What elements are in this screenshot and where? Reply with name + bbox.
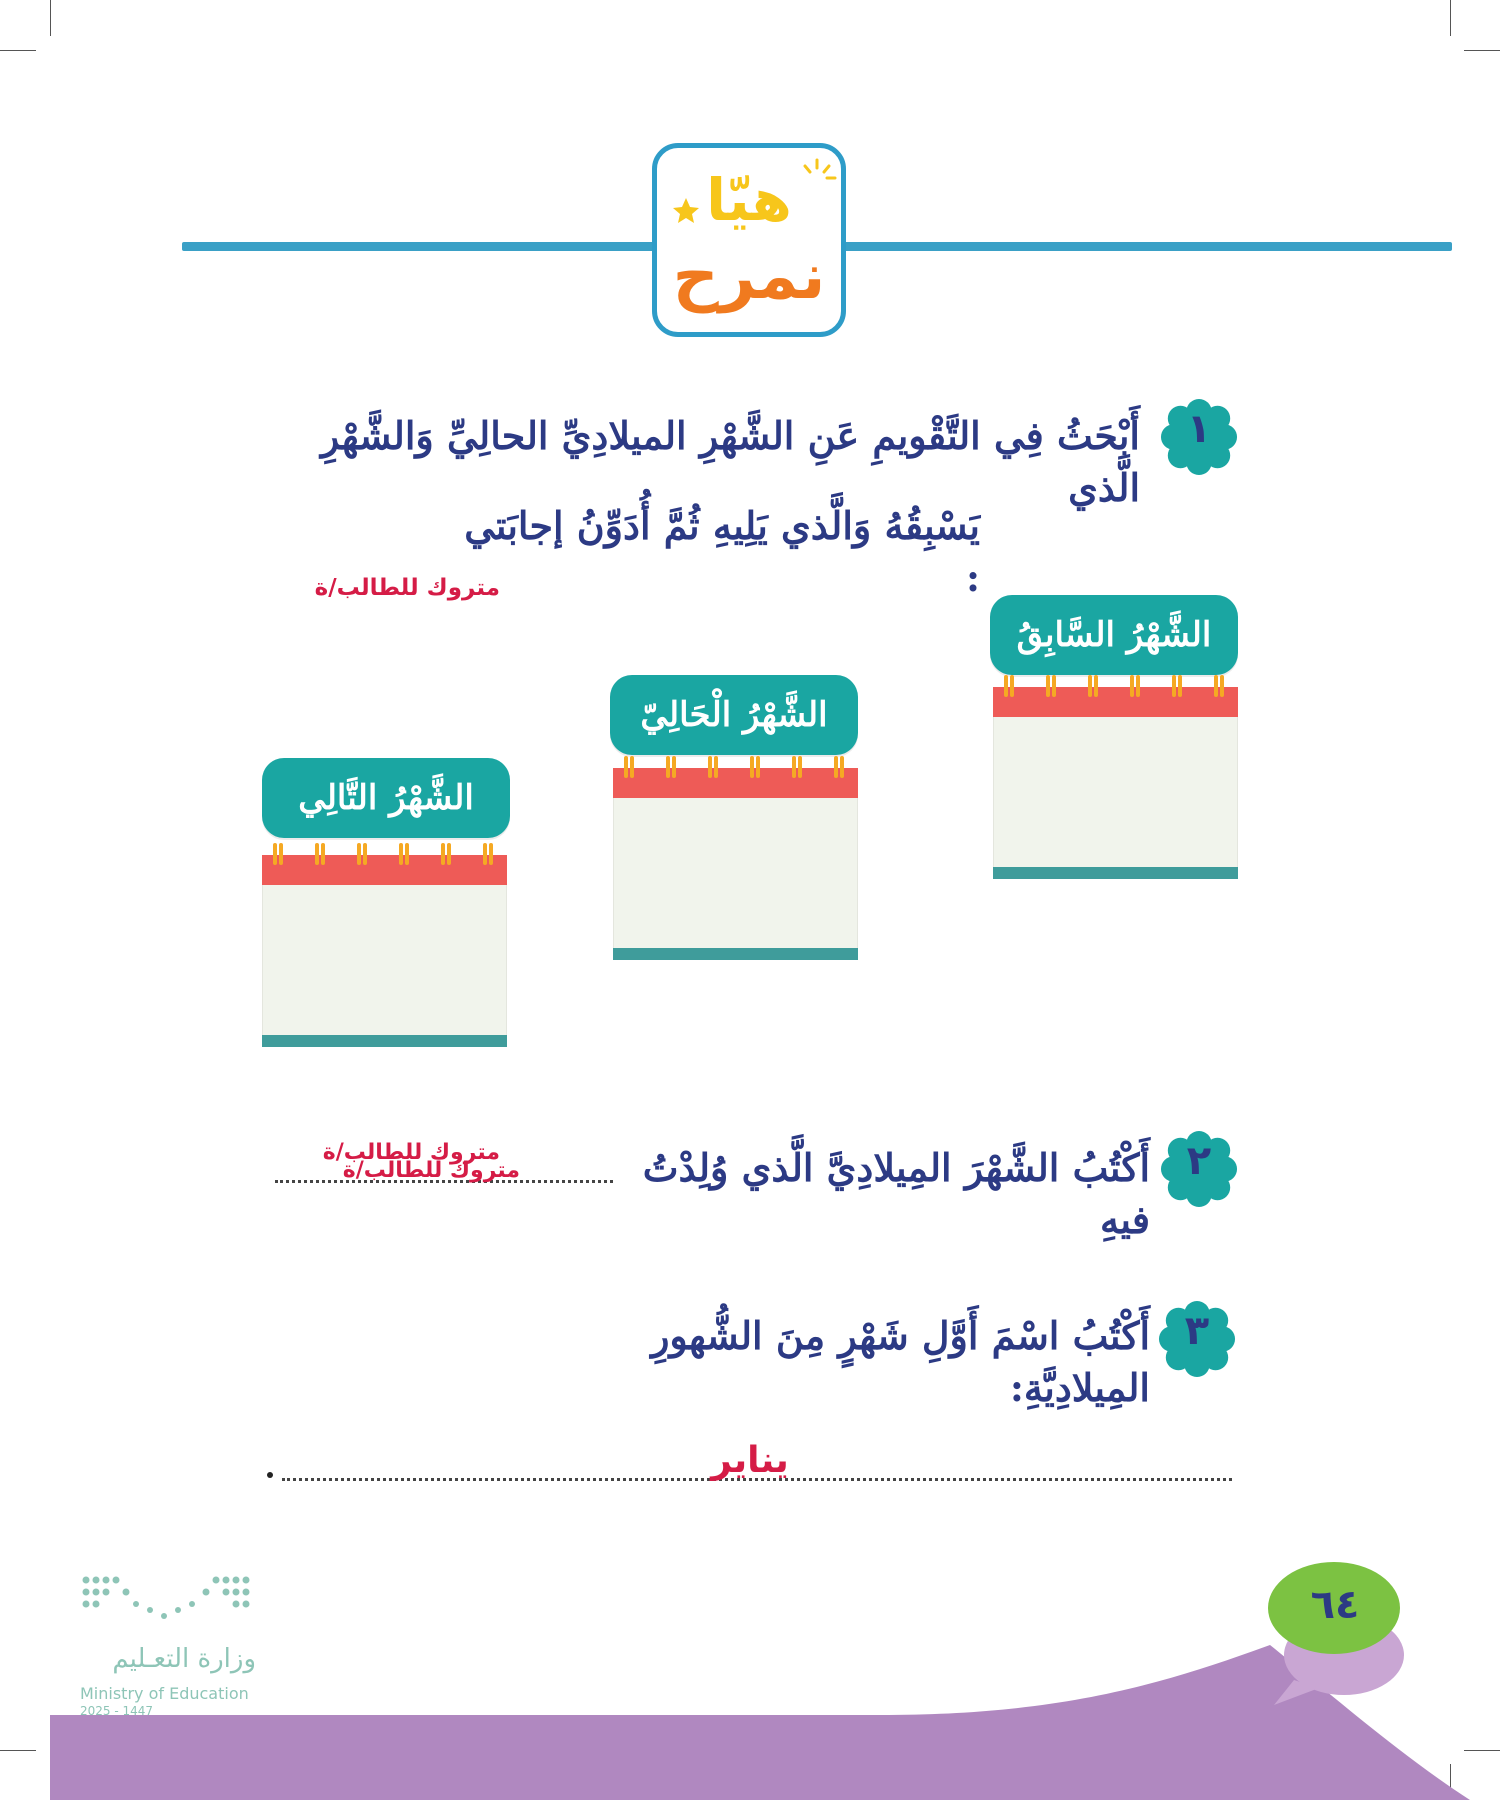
calendar-next-month — [262, 855, 507, 1047]
sun-icon — [795, 156, 839, 200]
calendar-rings — [993, 675, 1238, 701]
calendar-header-bar — [993, 687, 1238, 717]
calendar-previous-month — [993, 687, 1238, 879]
calendar-header-bar — [613, 768, 858, 798]
calendar-blank-page — [262, 885, 507, 1035]
calendar-base — [262, 1035, 507, 1047]
calendar-blank-page — [613, 798, 858, 948]
ministry-logo-icon — [80, 1572, 260, 1632]
calendar-base — [993, 867, 1238, 879]
question-3-text: أَكْتُبُ اسْمَ أَوَّلِ شَهْرٍ مِنَ الشُّهورِ المِيلادِيَّةِ: — [651, 1313, 1150, 1410]
calendar-label-next: الشَّهْرُ التَّالِي — [262, 758, 510, 838]
ministry-name-en: Ministry of Education — [80, 1684, 249, 1703]
line-end-dot — [267, 1472, 273, 1478]
calendar-base — [613, 948, 858, 960]
edition-year: 2025 - 1447 — [80, 1704, 154, 1718]
question-3-number: ٣ — [1184, 1308, 1210, 1354]
calendar-label-current: الشَّهْرُ الْحَالِيّ — [610, 675, 858, 755]
student-answer-note-2: متروك للطالب/ة — [342, 1158, 520, 1183]
question-2-number: ٢ — [1186, 1138, 1212, 1184]
badge-title-top: هيّا — [706, 166, 792, 234]
student-answer-note-1: متروك للطالب/ة — [322, 1140, 500, 1165]
calendar-rings — [613, 756, 858, 782]
question-1-line-1: أَبْحَثُ فِي التَّقْويمِ عَنِ الشَّهْرِ الميلادِيِّ الحالِيِّ وَالشَّهْرِ الَّذي — [320, 413, 1140, 510]
calendar-blank-page — [993, 717, 1238, 867]
question-1-number: ١ — [1186, 406, 1212, 452]
student-answer-note: متروك للطالب/ة — [314, 575, 500, 601]
question-2-text: أَكْتُبُ الشَّهْرَ المِيلادِيَّ الَّذي وُلِدْتُ فيهِ — [642, 1145, 1150, 1242]
answer-january: يناير — [711, 1440, 789, 1481]
ministry-name-ar: وزارة التعـليم — [112, 1644, 256, 1674]
calendar-rings — [262, 843, 507, 869]
calendar-current-month — [613, 768, 858, 960]
star-icon — [671, 196, 701, 226]
lets-play-badge — [652, 143, 846, 337]
calendar-header-bar — [262, 855, 507, 885]
badge-title-bottom: نمرح — [672, 240, 826, 314]
page-number: ٦٤ — [1310, 1582, 1360, 1628]
calendar-label-previous: الشَّهْرُ السَّابِقُ — [990, 595, 1238, 675]
question-1-line-2: يَسْبِقُهُ وَالَّذي يَلِيهِ ثُمَّ أُدَوِّنُ إجابَتي : — [464, 503, 980, 600]
